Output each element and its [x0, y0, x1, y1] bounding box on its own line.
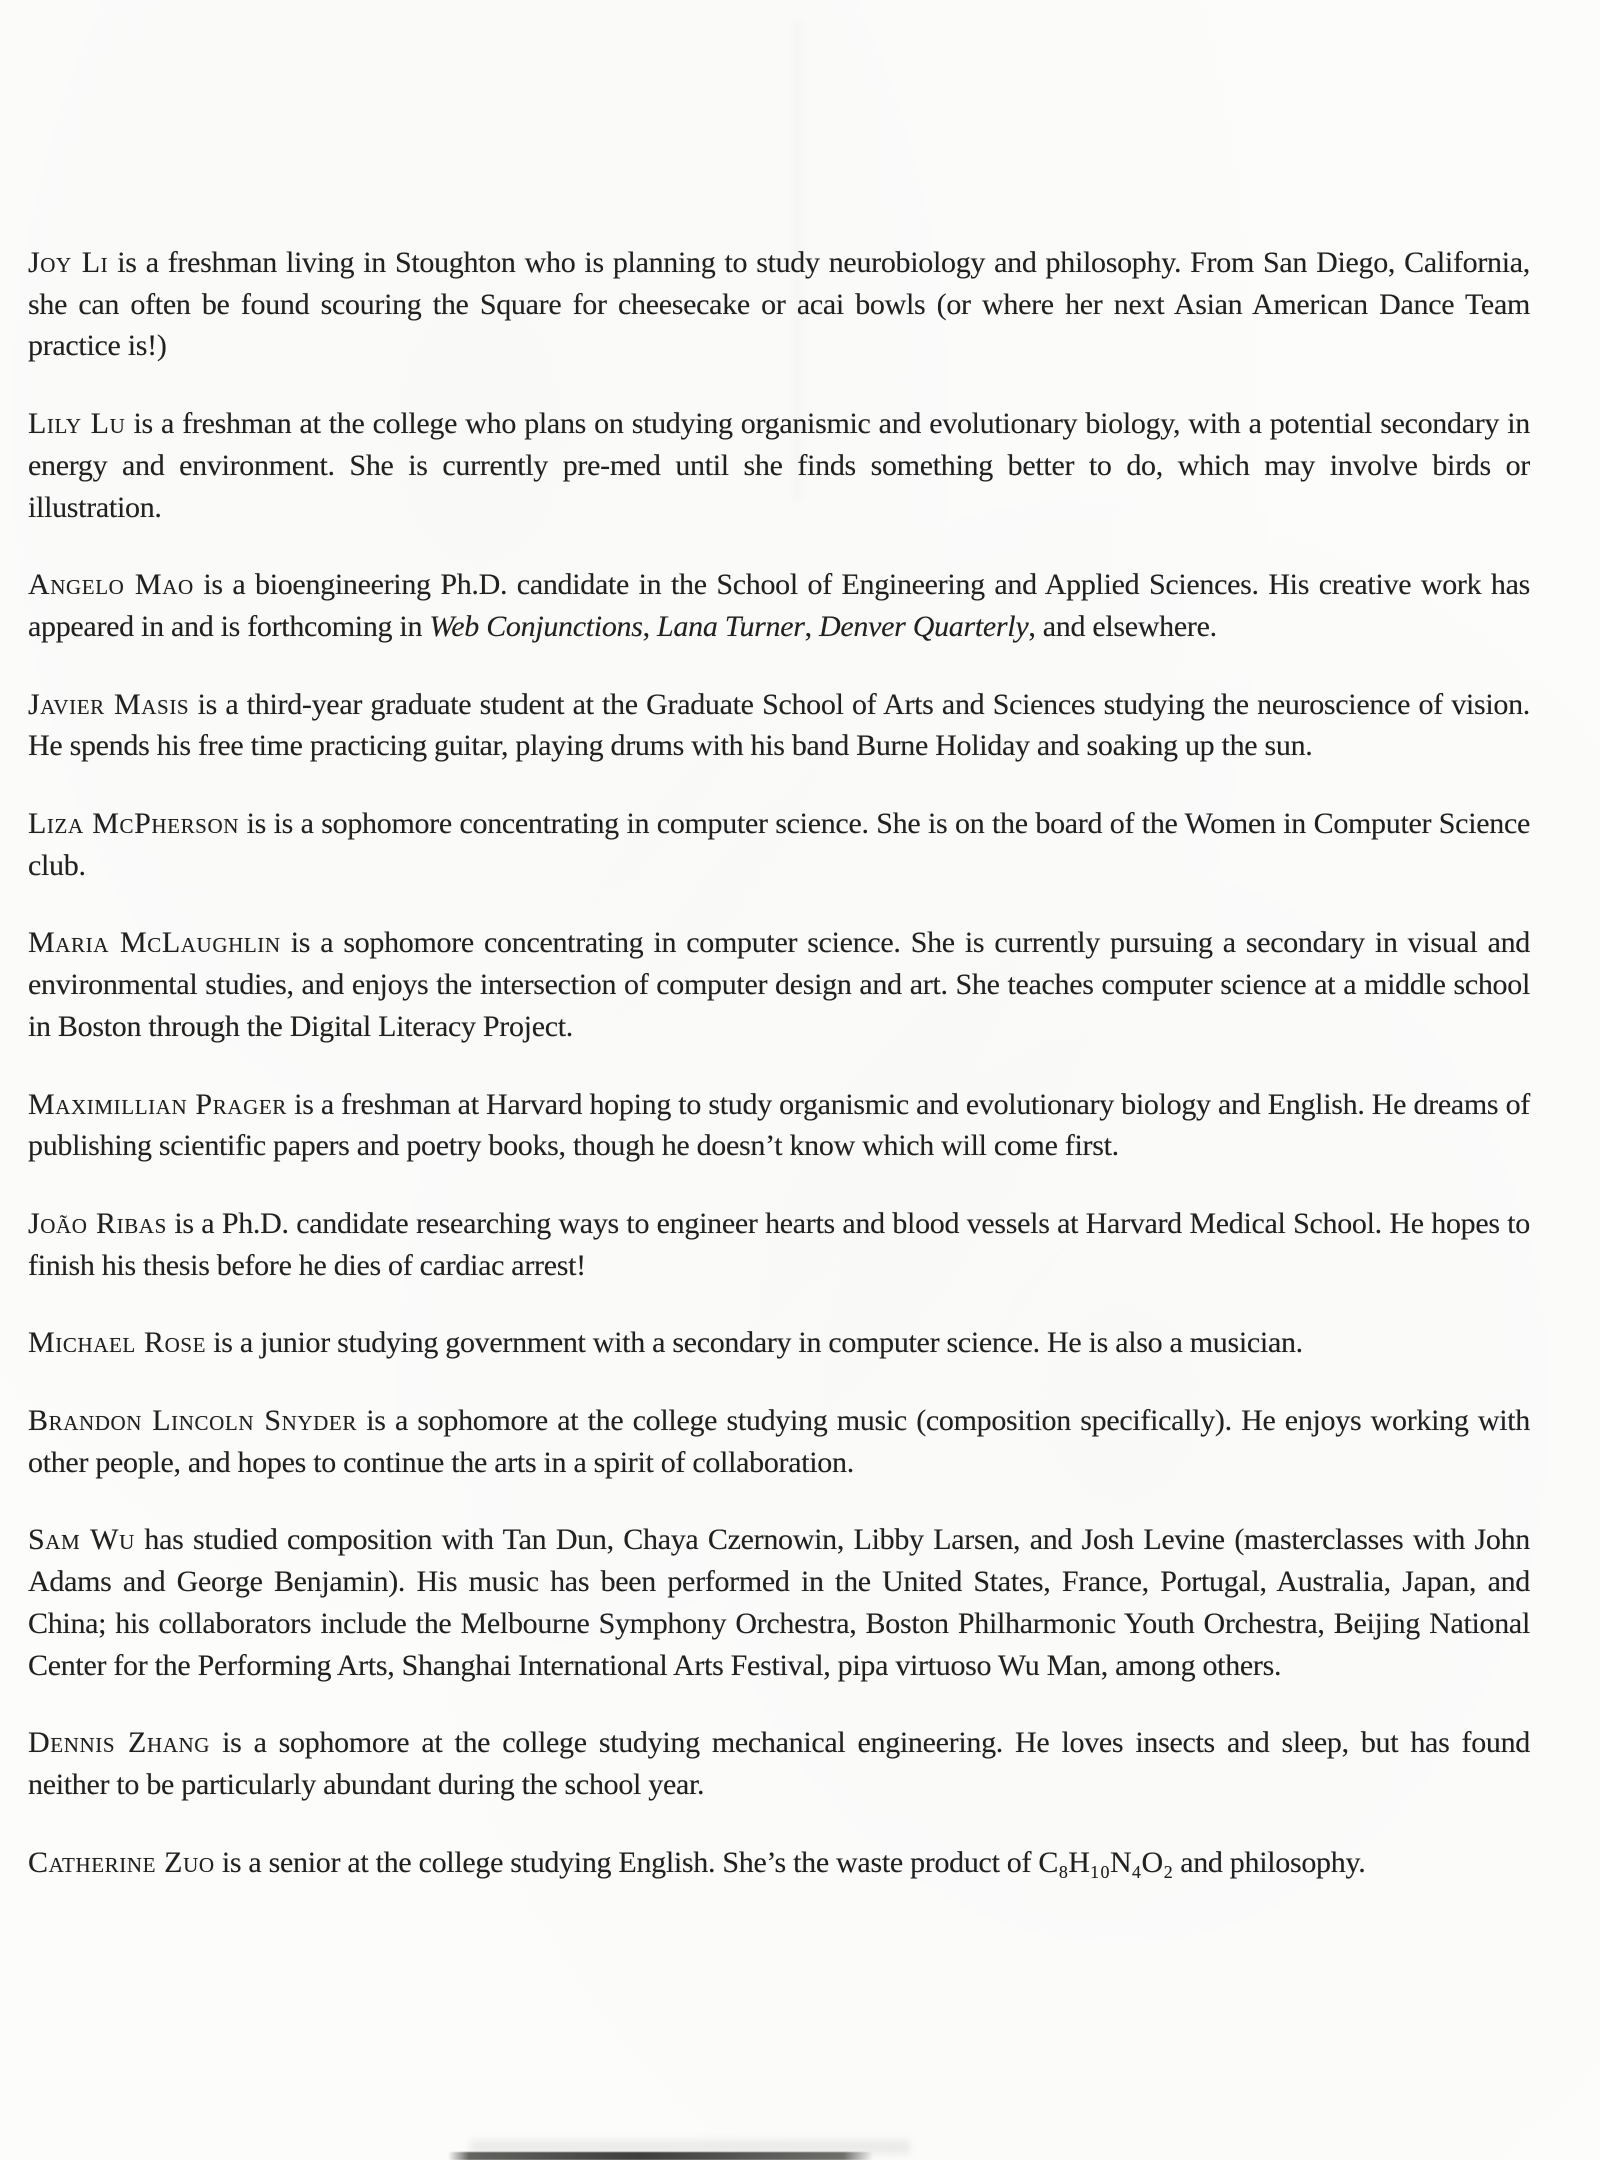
contributor-bio	[28, 684, 1530, 767]
bio-text: is a sophomore at the college studying music (composition specifically). He enjoys working with other people, and hopes to continue the arts in a spirit of collaboration.	[28, 1404, 1530, 1479]
bio-text: ,	[804, 609, 820, 643]
contributor-name: Catherine Zuo	[28, 1845, 215, 1879]
journal-title: Lana Turner	[657, 609, 805, 643]
bio-text: is a freshman at the college who plans on studying organismic and evolutionary biology, with a potential secondary in energy and environment. She is currently pre-med until she finds something better to do, which may involve birds or illustration.	[28, 407, 1530, 524]
contributor-name: Maximillian Prager	[28, 1087, 287, 1121]
bio-text: is a bioengineering Ph.D. candidate in the School of Engineering and Applied Sciences. His creative work has appeared in and is forthcoming in	[28, 568, 1530, 643]
bio-list	[28, 242, 1530, 1883]
bio-text: ,	[642, 609, 658, 643]
contributor-bio	[28, 803, 1530, 886]
contributor-bio	[28, 1400, 1530, 1483]
contributor-bio	[28, 1842, 1530, 1884]
contributor-name: Dennis Zhang	[28, 1726, 211, 1760]
contributor-bio	[28, 1322, 1530, 1364]
contributor-bio	[28, 1203, 1530, 1286]
contributor-bio	[28, 922, 1530, 1047]
contributor-name: Brandon Lincoln Snyder	[28, 1404, 357, 1438]
contributor-name: João Ribas	[28, 1206, 167, 1240]
contributor-name: Maria McLaughlin	[28, 926, 281, 960]
bio-text: is a freshman living in Stoughton who is planning to study neurobiology and philosophy. From San Diego, California, she can often be found scouring the Square for cheesecake or acai bowls (or where her next Asian American Dance Team practice is!)	[28, 246, 1530, 363]
contributor-bio	[28, 1722, 1530, 1805]
bio-text: is a sophomore concentrating in computer science. She is currently pursuing a secondary in visual and environmental studies, and enjoys the intersection of computer design and art. She teaches computer science at a middle school in Boston through the Digital Literacy Project.	[28, 926, 1530, 1043]
bio-text: is is a sophomore concentrating in computer science. She is on the board of the Women in Computer Science club.	[28, 807, 1530, 882]
contributor-name: Javier Masis	[28, 687, 190, 721]
journal-title: Web Conjunctions	[429, 609, 643, 643]
contributor-bio	[28, 1084, 1530, 1167]
bio-text: is a Ph.D. candidate researching ways to engineer hearts and blood vessels at Harvard Medical School. He hopes to finish his thesis before he dies of cardiac arrest!	[28, 1206, 1530, 1282]
bio-text: is a freshman at Harvard hoping to study organismic and evolutionary biology and English. He dreams of publishing scientific papers and poetry books, though he doesn’t know which will come first.	[28, 1087, 1530, 1163]
bio-text: is a sophomore at the college studying mechanical engineering. He loves insects and sleep, but has found neither to be particularly abundant during the school year.	[28, 1726, 1530, 1801]
contributor-bio	[28, 1519, 1530, 1686]
bio-text: is a third-year graduate student at the Graduate School of Arts and Sciences studying the neuroscience of vision. He spends his free time practicing guitar, playing drums with his band Burne Holiday and soaking up the sun.	[28, 687, 1530, 763]
contributor-bio	[28, 564, 1530, 647]
contributor-name: Angelo Mao	[28, 568, 194, 602]
journal-title: Denver Quarterly	[819, 609, 1029, 643]
bio-text: is a senior at the college studying English. She’s the waste product of C₈H₁₀N₄O₂ and philosophy.	[214, 1845, 1366, 1879]
bio-text: is a junior studying government with a secondary in computer science. He is also a musician.	[206, 1326, 1303, 1360]
page-edge-shadow	[448, 2152, 873, 2160]
contributor-bio	[28, 242, 1530, 367]
contributor-name: Lily Lu	[28, 407, 126, 441]
contributor-name: Liza McPherson	[28, 807, 239, 841]
contributor-bio	[28, 403, 1530, 528]
contributor-name: Michael Rose	[28, 1326, 207, 1360]
contributor-name: Sam Wu	[28, 1523, 135, 1557]
contributor-name: Joy Li	[28, 246, 109, 279]
bio-text: , and elsewhere.	[1028, 609, 1217, 643]
bio-text: has studied composition with Tan Dun, Chaya Czernowin, Libby Larsen, and Josh Levine (masterclasses with John Adams and George Benjamin). His music has been performed in the United States, France, Portugal, Australia, Japan, and China; his collaborators include the Melbourne Symphony Orchestra, Boston Philharmonic Youth Orchestra, Beijing National Center for the Performing Arts, Shanghai International Arts Festival, pipa virtuoso Wu Man, among others.	[28, 1523, 1530, 1682]
